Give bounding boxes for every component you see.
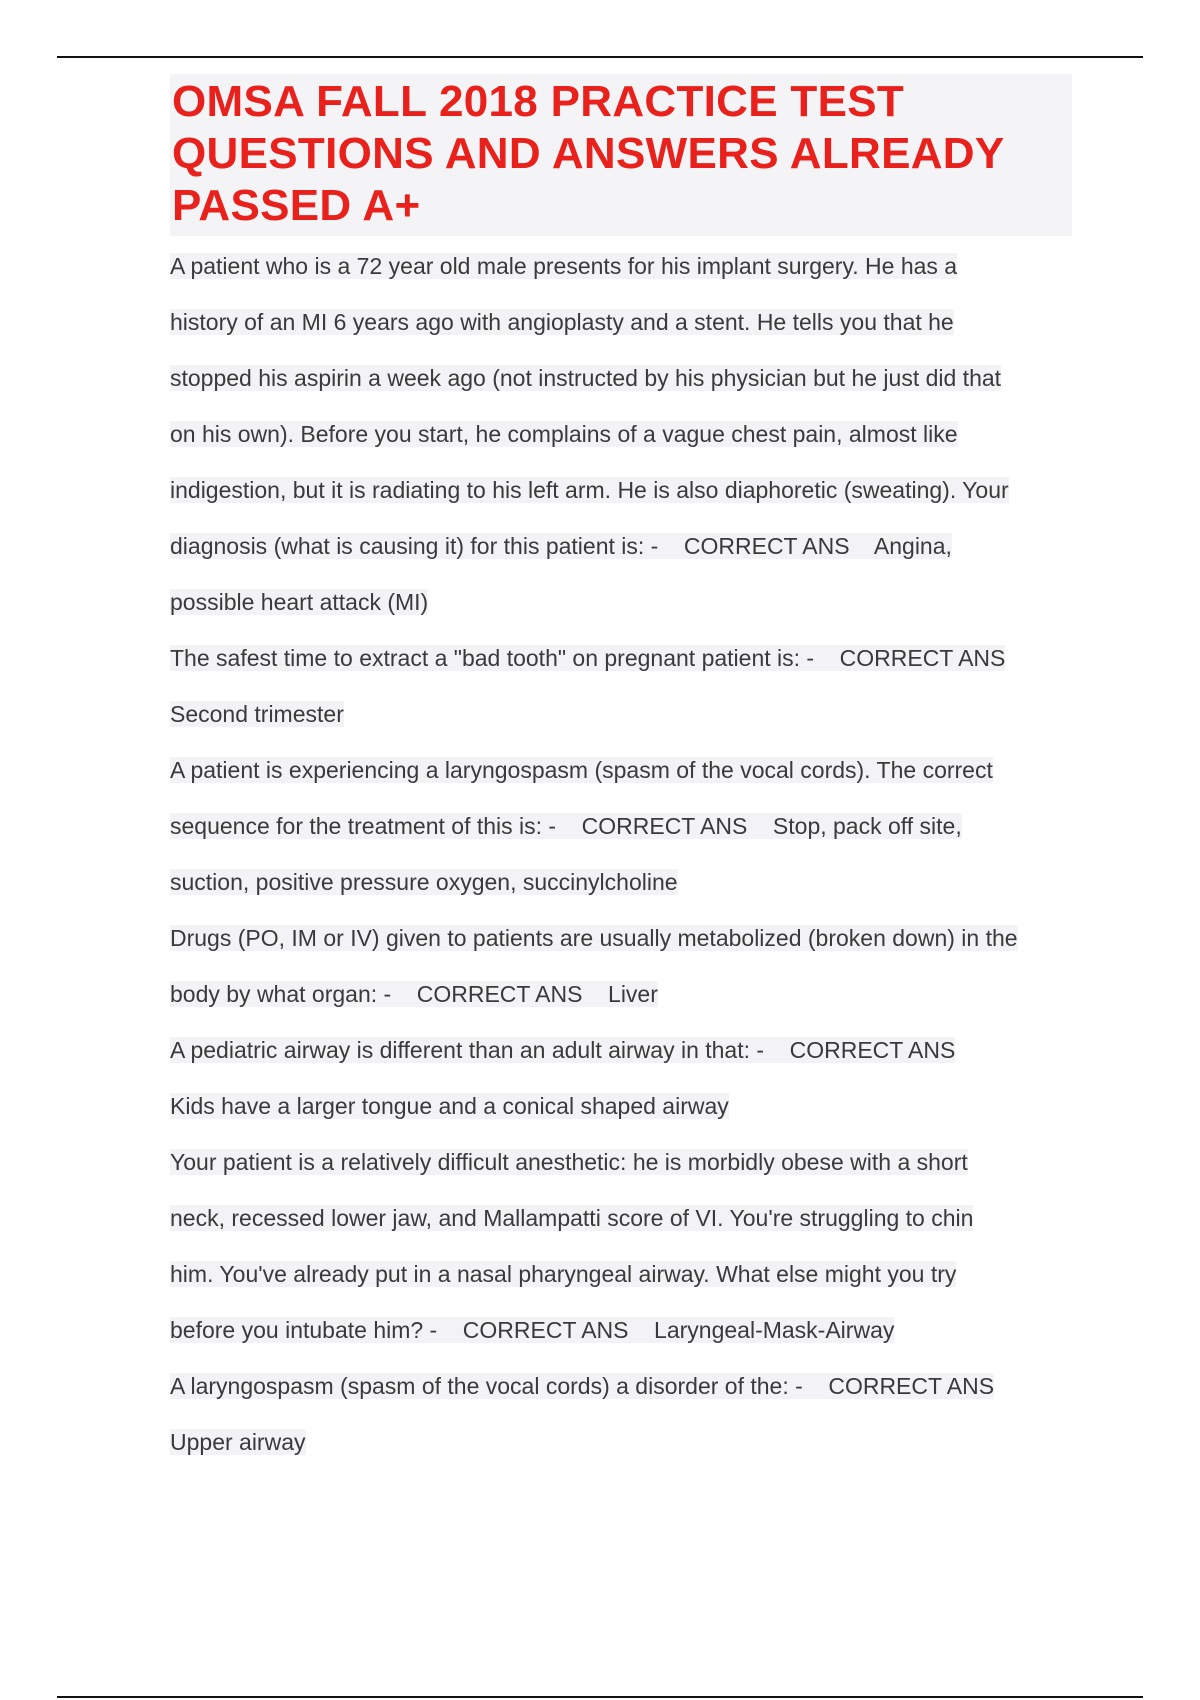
answer-line: Kids have a larger tongue and a conical shaped airway xyxy=(170,1093,729,1119)
question-line: neck, recessed lower jaw, and Mallampatti score of VI. You're struggling to chin xyxy=(170,1205,974,1231)
title-line: OMSA FALL 2018 PRACTICE TEST xyxy=(172,77,905,126)
bottom-rule xyxy=(57,1696,1143,1698)
document-title xyxy=(170,74,1072,236)
question-line: A patient is experiencing a laryngospasm (spasm of the vocal cords). The correct xyxy=(170,757,993,783)
question-line: A patient who is a 72 year old male presents for his implant surgery. He has a xyxy=(170,253,958,279)
answer-line: Upper airway xyxy=(170,1429,306,1455)
question-line: indigestion, but it is radiating to his left arm. He is also diaphoretic (sweating). Your xyxy=(170,477,1009,503)
answer-line: diagnosis (what is causing it) for this patient is: - CORRECT ANS Angina, xyxy=(170,533,952,559)
question-line: Drugs (PO, IM or IV) given to patients are usually metabolized (broken down) in the xyxy=(170,925,1018,951)
question-line: The safest time to extract a "bad tooth" on pregnant patient is: - CORRECT ANS xyxy=(170,645,1006,671)
question-line: A laryngospasm (spasm of the vocal cords) a disorder of the: - CORRECT ANS xyxy=(170,1373,995,1399)
answer-line: before you intubate him? - CORRECT ANS Laryngeal-Mask-Airway xyxy=(170,1317,895,1343)
question-line: on his own). Before you start, he complains of a vague chest pain, almost like xyxy=(170,421,958,447)
question-line: Your patient is a relatively difficult anesthetic: he is morbidly obese with a short xyxy=(170,1149,968,1175)
question-line: him. You've already put in a nasal pharyngeal airway. What else might you try xyxy=(170,1261,957,1287)
answer-line: suction, positive pressure oxygen, succinylcholine xyxy=(170,869,678,895)
answer-line: possible heart attack (MI) xyxy=(170,589,429,615)
top-rule xyxy=(57,56,1143,58)
answer-line: Second trimester xyxy=(170,701,344,727)
question-line: A pediatric airway is different than an adult airway in that: - CORRECT ANS xyxy=(170,1037,956,1063)
qa-body xyxy=(170,238,1070,1470)
answer-line: sequence for the treatment of this is: - CORRECT ANS Stop, pack off site, xyxy=(170,813,962,839)
document-content xyxy=(170,74,1070,1470)
answer-line: body by what organ: - CORRECT ANS Liver xyxy=(170,981,658,1007)
question-line: stopped his aspirin a week ago (not instructed by his physician but he just did that xyxy=(170,365,1002,391)
question-line: history of an MI 6 years ago with angioplasty and a stent. He tells you that he xyxy=(170,309,954,335)
title-line: PASSED A+ xyxy=(172,181,421,230)
title-line: QUESTIONS AND ANSWERS ALREADY xyxy=(172,129,1005,178)
